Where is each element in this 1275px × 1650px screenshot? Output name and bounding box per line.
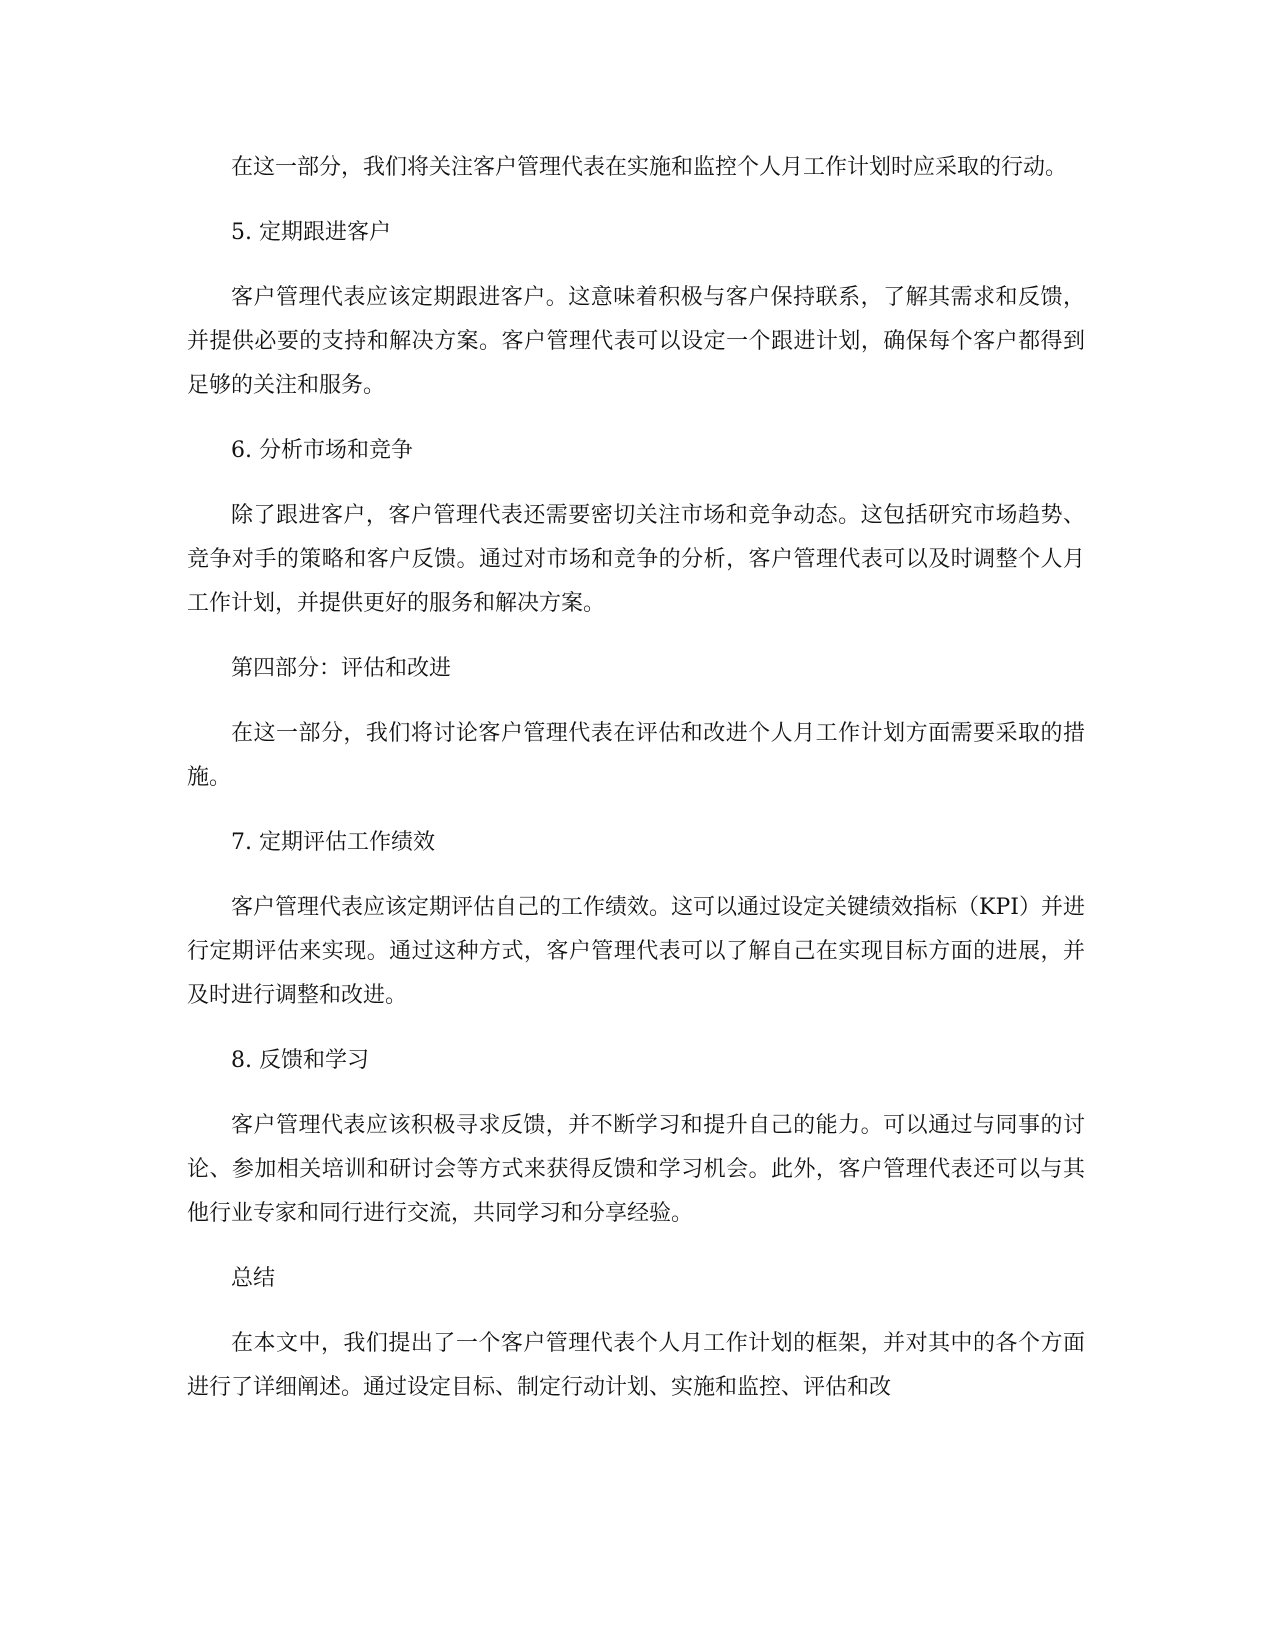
document-body — [187, 146, 1085, 1431]
body-paragraph: 客户管理代表应该定期评估自己的工作绩效。这可以通过设定关键绩效指标（KPI）并进行定期评估来实现。通过这种方式，客户管理代表可以了解自己在实现目标方面的进展，并及时进行调整和改进。 — [187, 895, 1085, 1008]
body-paragraph: 除了跟进客户，客户管理代表还需要密切关注市场和竞争动态。这包括研究市场趋势、竞争对手的策略和客户反馈。通过对市场和竞争的分析，客户管理代表可以及时调整个人月工作计划，并提供更好的服务和解决方案。 — [187, 503, 1085, 616]
body-paragraph: 客户管理代表应该积极寻求反馈，并不断学习和提升自己的能力。可以通过与同事的讨论、参加相关培训和研讨会等方式来获得反馈和学习机会。此外，客户管理代表还可以与其他行业专家和同行进行交流，共同学习和分享经验。 — [187, 1113, 1085, 1226]
summary-paragraph: 在本文中，我们提出了一个客户管理代表个人月工作计划的框架，并对其中的各个方面进行了详细阐述。通过设定目标、制定行动计划、实施和监控、评估和改 — [187, 1331, 1085, 1400]
section-heading-5: 5. 定期跟进客户 — [231, 220, 391, 245]
summary-heading: 总结 — [231, 1266, 276, 1291]
part-heading-4: 第四部分：评估和改进 — [231, 656, 452, 681]
section-heading-6: 6. 分析市场和竞争 — [231, 438, 413, 463]
body-paragraph: 在这一部分，我们将讨论客户管理代表在评估和改进个人月工作计划方面需要采取的措施。 — [187, 721, 1085, 790]
intro-paragraph: 在这一部分，我们将关注客户管理代表在实施和监控个人月工作计划时应采取的行动。 — [231, 155, 1068, 180]
section-heading-7: 7. 定期评估工作绩效 — [231, 830, 435, 855]
body-paragraph: 客户管理代表应该定期跟进客户。这意味着积极与客户保持联系，了解其需求和反馈，并提供必要的支持和解决方案。客户管理代表可以设定一个跟进计划，确保每个客户都得到足够的关注和服务。 — [187, 285, 1085, 398]
section-heading-8: 8. 反馈和学习 — [231, 1048, 369, 1073]
